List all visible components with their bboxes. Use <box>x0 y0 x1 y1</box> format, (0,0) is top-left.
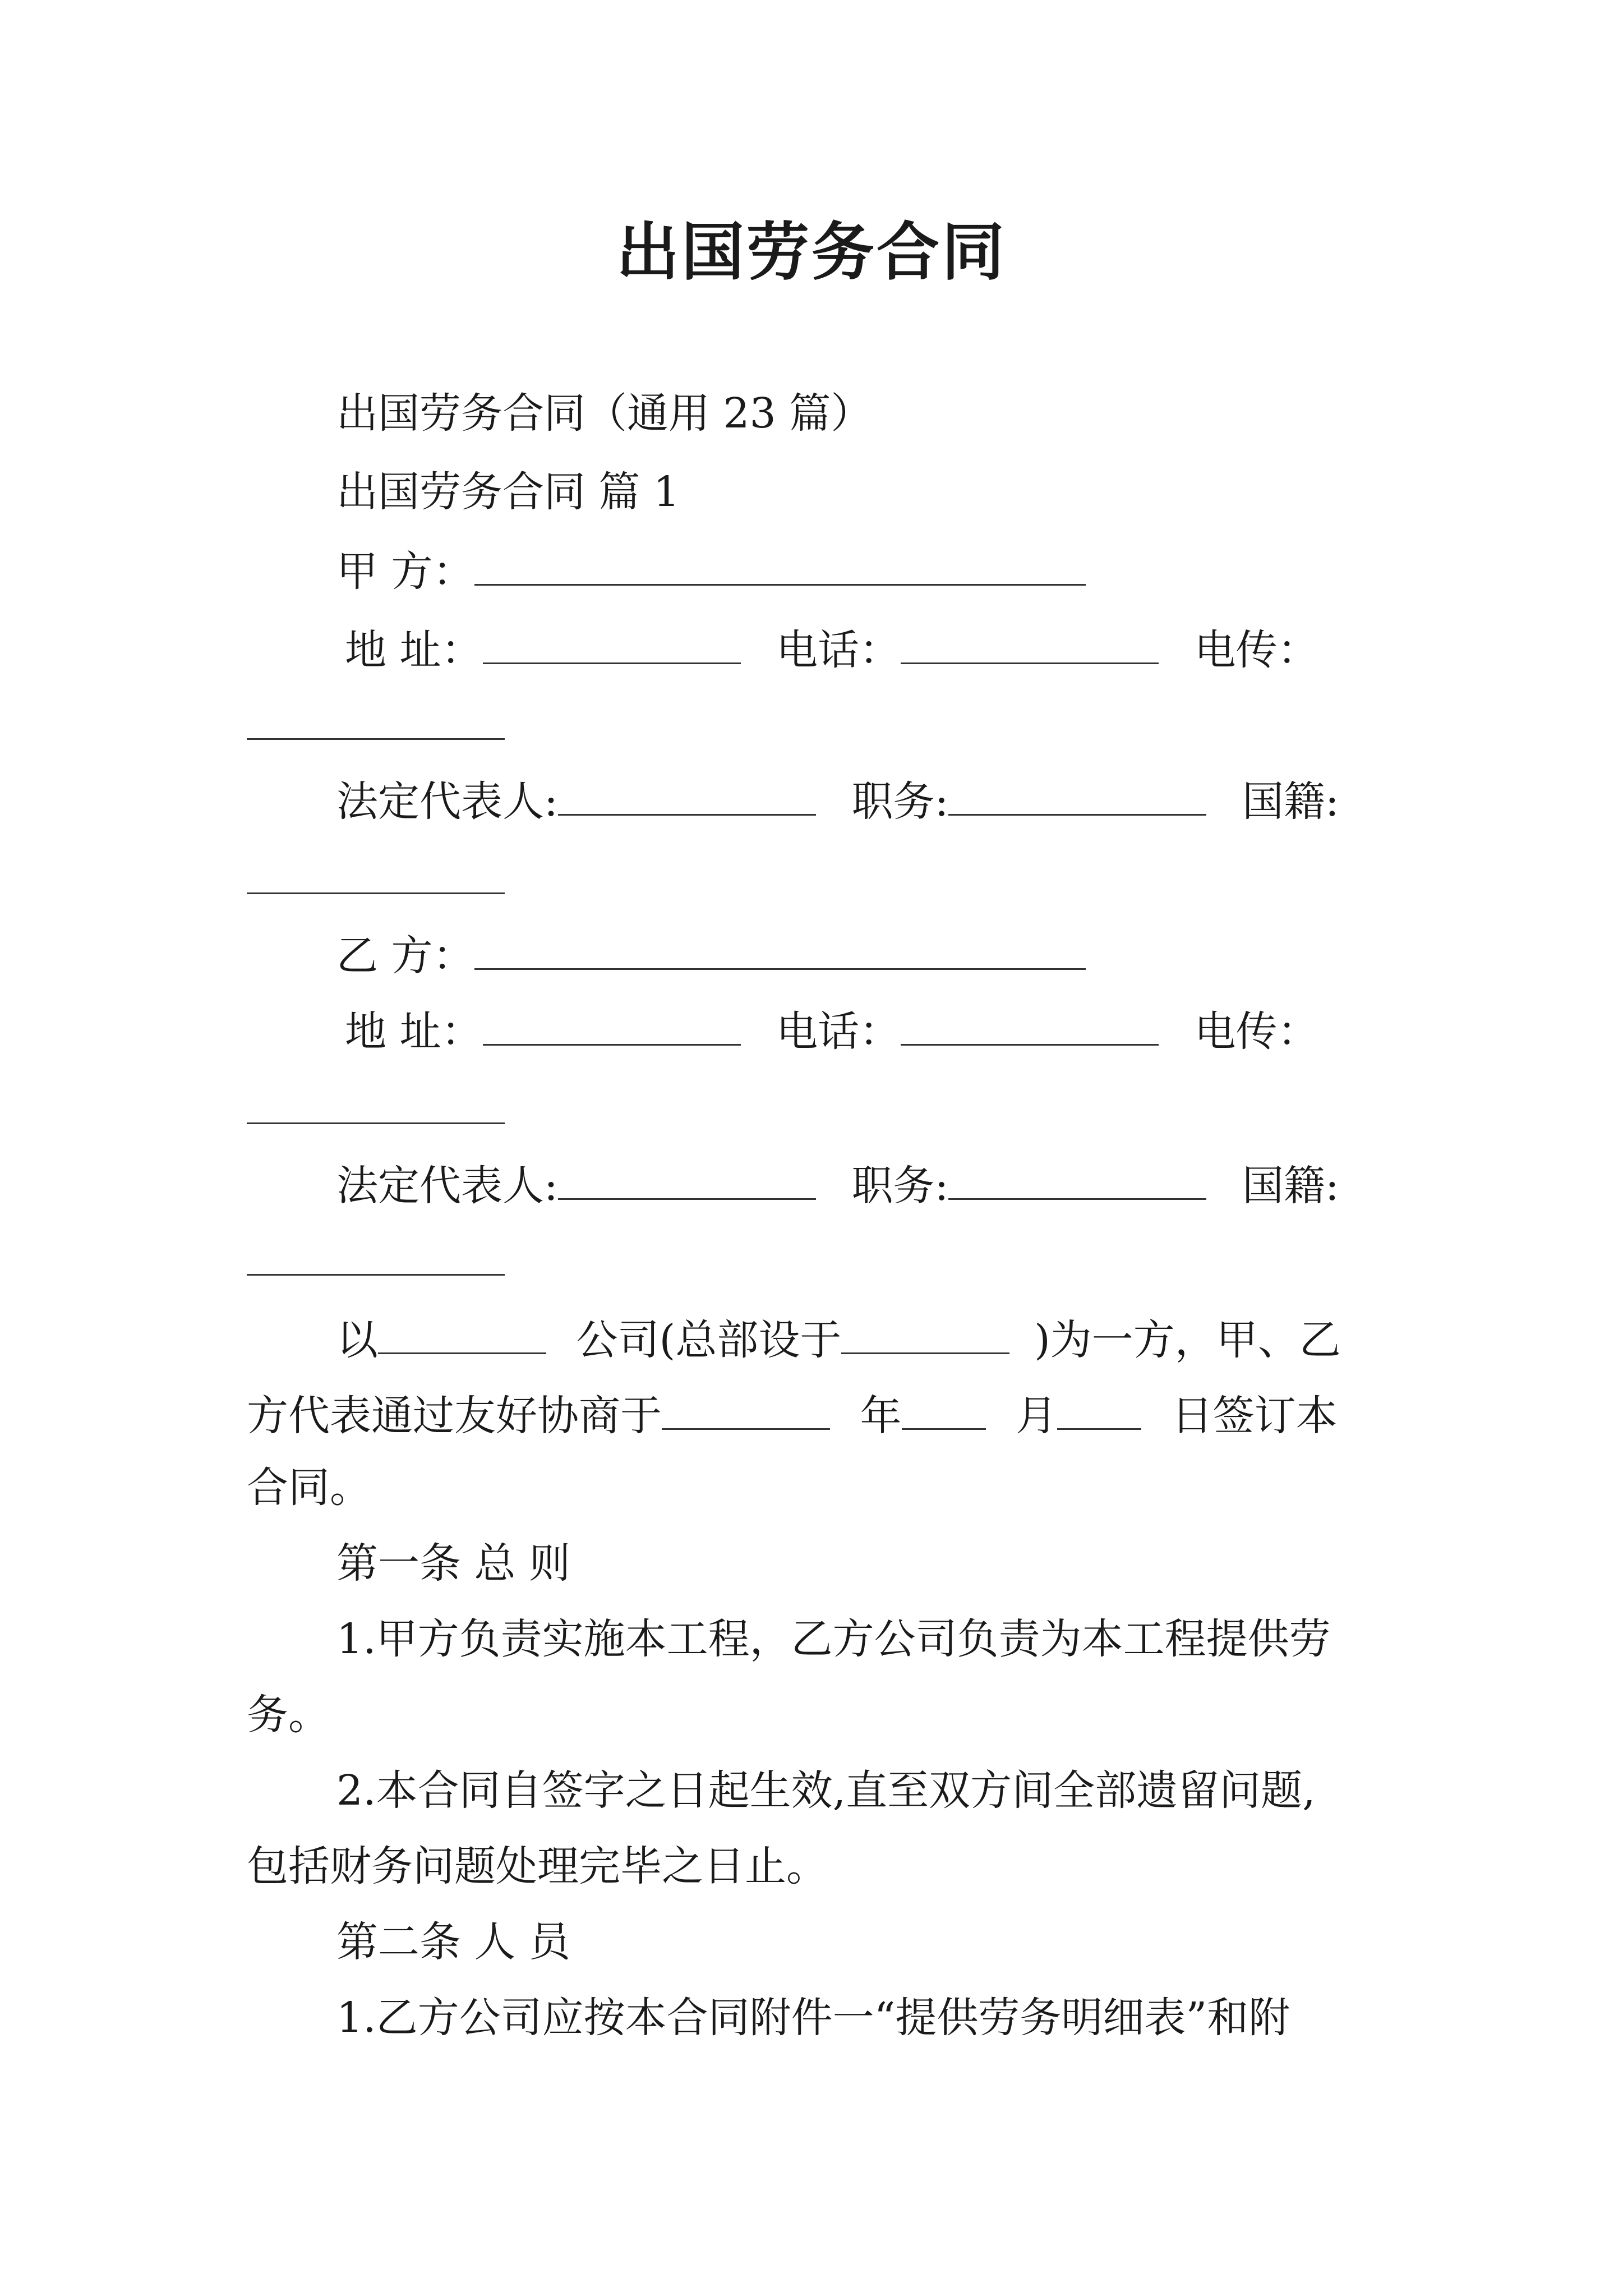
article-1-heading: 第一条 总 则 <box>336 1539 571 1588</box>
intro-line-3: 合同。 <box>247 1464 371 1512</box>
intro-text: 月 <box>1016 1392 1058 1440</box>
party-a-contact-row <box>345 625 1319 674</box>
company-blank <box>378 1315 546 1354</box>
intro-text: )为一方，甲、乙 <box>1034 1316 1341 1364</box>
intro-line-1 <box>336 1315 1341 1364</box>
article-1-item-2-line-1: 2.本合同自签字之日起生效,直至双方间全部遗留问题, <box>336 1766 1316 1815</box>
party-a-rep-label: 法定代表人: <box>336 777 558 826</box>
party-b-nationality-blank <box>247 1237 505 1276</box>
intro-text: 以 <box>336 1316 378 1364</box>
article-1-item-1-line-1: 1.甲方负责实施本工程，乙方公司负责为本工程提供劳 <box>336 1615 1331 1663</box>
party-b-position-blank <box>948 1161 1206 1200</box>
intro-text: 日签订本 <box>1171 1392 1338 1440</box>
party-a-address-blank <box>483 625 741 664</box>
party-a-fax-blank <box>247 701 505 740</box>
article-2-item-1-line-1: 1.乙方公司应按本合同附件一“提供劳务明细表”和附 <box>336 1994 1290 2042</box>
party-b-address-blank <box>483 1007 741 1046</box>
party-b-fax-blank <box>247 1085 505 1124</box>
party-a-fax-label: 电传： <box>1194 626 1319 674</box>
intro-text: 年 <box>860 1392 902 1440</box>
party-a-nationality-label: 国籍: <box>1242 777 1339 826</box>
party-b-rep-blank <box>558 1161 816 1200</box>
intro-line-2 <box>247 1391 1338 1440</box>
party-a-nationality-row <box>247 855 505 901</box>
party-a-rep-blank <box>558 777 816 816</box>
party-a-position-label: 职务: <box>851 777 949 826</box>
party-b-blank <box>474 931 1086 970</box>
party-a-label: 甲 方： <box>336 547 474 596</box>
article-2-heading: 第二条 人 员 <box>336 1918 571 1966</box>
party-b-phone-blank <box>901 1007 1159 1046</box>
party-a-phone-label: 电话： <box>776 626 901 674</box>
party-b-nationality-label: 国籍: <box>1242 1162 1339 1210</box>
party-b-position-label: 职务: <box>851 1162 949 1210</box>
party-b-fax-row <box>247 1085 505 1131</box>
party-a-position-blank <box>948 777 1206 816</box>
intro-text: 公司(总部设于 <box>576 1316 842 1364</box>
intro-text: 方代表通过友好协商于 <box>247 1392 662 1440</box>
party-a-phone-blank <box>901 625 1159 664</box>
party-a-rep-row <box>336 777 1339 826</box>
year-blank <box>662 1391 830 1430</box>
party-b-fax-label: 电传： <box>1194 1007 1319 1056</box>
party-b-label: 乙 方： <box>336 932 474 980</box>
headquarters-blank <box>841 1315 1009 1354</box>
party-b-rep-row <box>336 1161 1339 1210</box>
party-b-contact-row <box>345 1007 1319 1056</box>
section-heading: 出国劳务合同 篇 1 <box>336 468 680 516</box>
day-blank <box>1057 1391 1141 1430</box>
month-blank <box>902 1391 986 1430</box>
party-a-blank <box>474 547 1086 586</box>
party-a-address-label: 地 址： <box>345 626 483 674</box>
document-subtitle: 出国劳务合同（通用 23 篇） <box>336 389 873 438</box>
article-1-item-1-line-2: 务。 <box>247 1691 330 1739</box>
party-b-row <box>336 931 1086 980</box>
party-a-fax-row <box>247 701 505 747</box>
party-a-nationality-blank <box>247 855 505 894</box>
party-b-phone-label: 电话： <box>776 1007 901 1056</box>
party-a-row <box>336 547 1086 596</box>
party-b-nationality-row <box>247 1237 505 1282</box>
party-b-address-label: 地 址： <box>345 1007 483 1056</box>
article-1-item-2-line-2: 包括财务问题处理完毕之日止。 <box>247 1842 828 1890</box>
party-b-rep-label: 法定代表人: <box>336 1162 558 1210</box>
document-title: 出国劳务合同 <box>616 215 1007 289</box>
